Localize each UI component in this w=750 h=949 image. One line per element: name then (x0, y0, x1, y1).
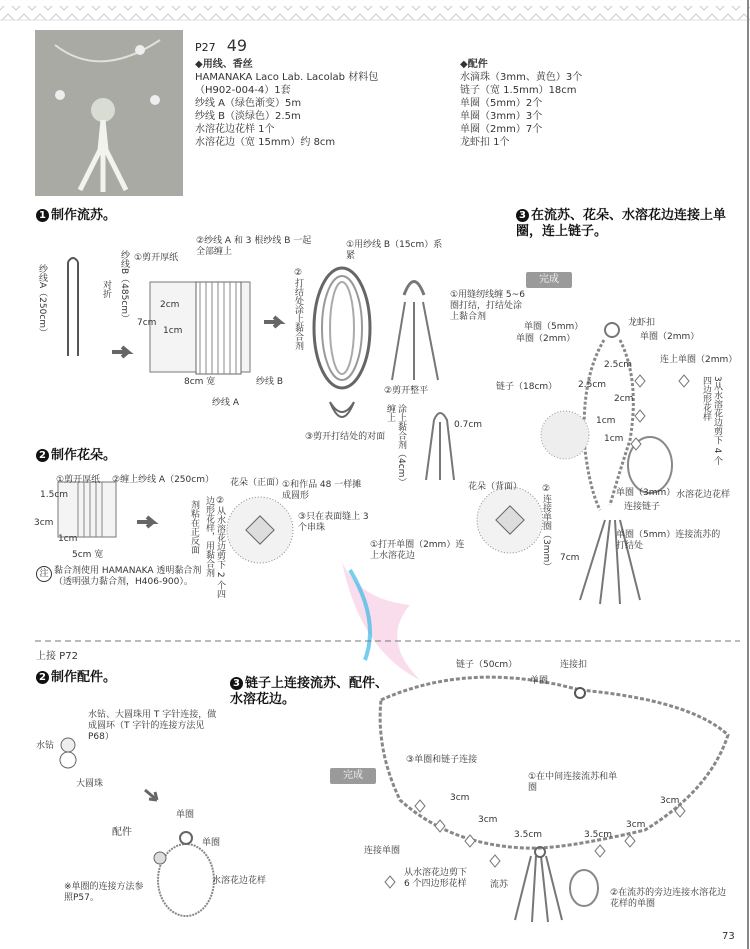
material-line: 纱线 B（淡绿色）2.5m (195, 111, 301, 122)
step-48: ①和作品 48 一样摊成圆形 (282, 480, 362, 501)
dim-07: 0.7cm (454, 420, 483, 430)
part-line: 龙虾扣 1个 (460, 137, 510, 148)
glue-paste: 剂粘在正反面 (189, 500, 199, 554)
ring-side: ②连接单圈（3mm） (541, 484, 551, 572)
step2-title: 2 制作花朵。 (36, 448, 116, 464)
glue-label: ②打结处涂上黏合剂 (293, 268, 303, 350)
dim-1cm: 1cm (163, 326, 183, 336)
d25a: 2.5cm (604, 360, 633, 370)
material-line: 水溶花边花样 1个 (195, 124, 275, 135)
section2-note: ※单圈的连接方法参照P57。 (64, 882, 144, 903)
ring-2a-label: 单圈（2mm） (516, 334, 576, 344)
ring-5b-label: 单圈（5mm）连接流苏的打结处 (616, 530, 721, 551)
ring-up-label: 连上单圈（2mm） (660, 355, 738, 365)
wide-8cm: 8cm 宽 (184, 377, 216, 387)
rhinestone-label: 水钻 (36, 741, 55, 751)
ring-chain-label: ③单圈和链子连接 (406, 755, 478, 765)
step3-title: 3 在流苏、花朵、水溶花边连接上单圈，连上链子。 (516, 208, 727, 239)
ring-note: ①打开单圈（2mm）连上水溶花边 (370, 540, 465, 561)
accessory-label: 配件 (112, 827, 132, 838)
section-ref: 上接 P72 (36, 651, 78, 662)
d7: 7cm (560, 553, 580, 563)
wide-5: 5cm 宽 (72, 550, 104, 560)
glue-top-label: 涂上黏合剂（4cm）缠上 (385, 404, 406, 487)
yarnB-label: 纱线B（485cm） (119, 250, 129, 324)
sew-label: ②纱线 A 和 3 根纱线 B 一起全部缠上 (196, 236, 312, 257)
parts-block (460, 58, 660, 149)
d25b: 2.5cm (578, 380, 607, 390)
lace-flower-label2: 水溶花边花样 (212, 876, 267, 886)
cut-lace-label: 3从水溶花边剪下 4 个四边形花样 (701, 376, 722, 466)
back-stitch: ③只在表面缝上 3 个串珠 (298, 512, 369, 533)
item-number: 49 (226, 36, 248, 55)
step1-title: 1 制作流苏。 (36, 208, 116, 224)
yarnA-label: 纱线A（250cm） (37, 264, 47, 338)
done-badge: 完成 (526, 272, 572, 288)
ring-label: 单圈 (176, 810, 195, 820)
cut-paper2: ①剪开厚纸 (56, 475, 101, 485)
section2-step2-title: 2 制作配件。 (36, 670, 116, 686)
fold-label: 对折 (101, 280, 111, 298)
dim-1: 1cm (58, 534, 78, 544)
yarnA-tag: 纱线 A (212, 398, 240, 408)
header-ref (195, 36, 247, 55)
ring-5-label: 单圈（5mm） (524, 322, 584, 332)
note-icon: 注 (36, 566, 52, 582)
part-line: 链子（宽 1.5mm）18cm (460, 85, 577, 96)
ring-2b-label: 单圈（2mm） (640, 332, 700, 342)
ring-top-label: 单圈 (530, 676, 549, 686)
flower-back: 花朵（背面） (468, 482, 523, 492)
ring-conn-label: 连接单圈 (364, 846, 401, 856)
material-line: （H902-004-4）1套 (195, 85, 291, 96)
materials-block (195, 58, 445, 149)
parts-title: ◆配件 (460, 59, 488, 70)
part-line: 单圈（2mm）7个 (460, 124, 543, 135)
done-badge-2: 完成 (330, 768, 376, 784)
tie-label: ①用纱线 B（15cm）系紧 (346, 240, 443, 261)
ring-3-label: 单圈（3mm） (616, 488, 676, 498)
flower-front: 花朵（正面） (230, 478, 285, 488)
wrap-label2: ②缠上纱线 A（250cm） (112, 475, 214, 485)
page-number: 73 (722, 931, 735, 942)
side-label: ②在流苏的旁边连接水溶花边花样的单圈 (610, 888, 727, 909)
link-chain-label: 连接链子 (624, 502, 661, 512)
materials-title: ◆用线、香丝 (195, 59, 253, 70)
d35a: 3.5cm (514, 830, 543, 840)
d3c: 3cm (626, 820, 646, 830)
material-line: 水溶花边（宽 15mm）约 8cm (195, 137, 336, 148)
center-label: ①在中间连接流苏和单圈 (528, 772, 618, 793)
d3b: 3cm (478, 815, 498, 825)
part-line: 单圈（3mm）3个 (460, 111, 543, 122)
lace-cut: ②从水溶花边剪下 2 个四边形花样，用黏合剂 (204, 496, 225, 599)
cut6-label: 从水溶花边剪下 6 个四边形花样 (404, 868, 468, 889)
dim-7cm: 7cm (137, 318, 157, 328)
material-line: HAMANAKA Laco Lab. Lacolab 材料包 (195, 72, 379, 83)
tassel-label: 流苏 (490, 880, 509, 890)
cut-knot-label: ③剪开打结处的对面 (305, 432, 386, 442)
big-bead-label: 大圆珠 (76, 779, 104, 789)
part-line: 水滴珠（3mm、黄色）3个 (460, 72, 583, 83)
dim-2cm: 2cm (160, 300, 180, 310)
yarnB-tag: 纱线 B (256, 377, 284, 387)
section2-step3-title: 3 链子上连接流苏、配件、水溶花边。 (230, 676, 389, 707)
wrap-label: ①用缝纫线缠 5~6 圈打结，打结处涂上黏合剂 (450, 290, 525, 322)
part-line: 单圈（5mm）2个 (460, 98, 543, 109)
lobster-label: 龙虾扣 (628, 318, 656, 328)
dim-3: 3cm (34, 518, 54, 528)
pin-note: 水钻、大圆珠用 T 字针连接，做成圆环（T 字针的连接方法见 P68） (88, 710, 217, 742)
lace-flower-label: 水溶花边花样 (676, 490, 731, 500)
clasp-label: 连接扣 (560, 660, 588, 670)
d1b: 1cm (604, 434, 624, 444)
step2-note: 黏合剂使用 HAMANAKA 透明黏合剂（透明强力黏合剂，H406-900）。 (54, 566, 202, 587)
d3d: 3cm (660, 796, 680, 806)
chain-50-label: 链子（50cm） (456, 660, 518, 670)
cut-paper-label: ①剪开厚纸 (134, 253, 179, 263)
trim-label: ②剪开整平 (384, 386, 429, 396)
d3a: 3cm (450, 793, 470, 803)
ring2-label: 单圈 (202, 838, 221, 848)
d35b: 3.5cm (584, 830, 613, 840)
dim-15: 1.5cm (40, 490, 69, 500)
chain-18-label: 链子（18cm） (496, 382, 558, 392)
page-ref: P27 (195, 41, 216, 54)
material-line: 纱线 A（绿色渐变）5m (195, 98, 302, 109)
d2: 2cm (614, 394, 634, 404)
d1a: 1cm (596, 416, 616, 426)
